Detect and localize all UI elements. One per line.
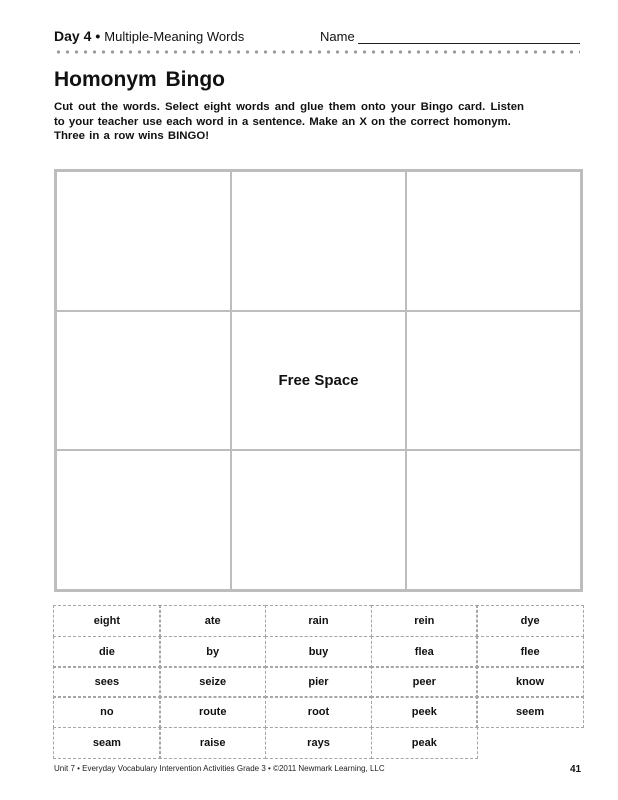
- word-card[interactable]: flea: [371, 636, 478, 668]
- bingo-card: [54, 169, 583, 592]
- bingo-cell[interactable]: [56, 311, 231, 451]
- word-card[interactable]: seize: [159, 666, 266, 698]
- word-card[interactable]: raise: [159, 727, 266, 759]
- word-card[interactable]: peer: [371, 666, 478, 698]
- name-label: Name: [320, 29, 355, 44]
- bingo-cell[interactable]: [56, 171, 231, 311]
- word-card[interactable]: seem: [476, 696, 583, 728]
- instructions: [54, 100, 524, 144]
- bingo-cell[interactable]: [231, 450, 406, 590]
- bingo-cell[interactable]: [406, 311, 581, 451]
- word-card[interactable]: flee: [476, 636, 583, 668]
- instruction-text: Cut out the words. Select eight words and glue them onto your Bingo card. Listen to your teacher use each word in a sentence. Make an X on the correct homonym.: [54, 101, 524, 128]
- day-label: Day 4: [54, 28, 92, 44]
- word-card[interactable]: die: [53, 636, 160, 668]
- word-card[interactable]: by: [159, 636, 266, 668]
- word-card[interactable]: peek: [371, 696, 478, 728]
- dotted-divider: [54, 50, 580, 54]
- word-card[interactable]: peak: [371, 727, 478, 759]
- bingo-cell[interactable]: [406, 450, 581, 590]
- word-card[interactable]: buy: [265, 636, 372, 668]
- word-card[interactable]: eight: [53, 605, 160, 637]
- bingo-cell[interactable]: [406, 171, 581, 311]
- bingo-cell[interactable]: [56, 450, 231, 590]
- word-card[interactable]: know: [476, 666, 583, 698]
- word-card[interactable]: seam: [53, 727, 160, 759]
- name-line[interactable]: [358, 43, 580, 44]
- word-card[interactable]: root: [265, 696, 372, 728]
- word-card[interactable]: ate: [159, 605, 266, 637]
- word-cards-grid: [54, 606, 583, 758]
- page-header: [54, 28, 580, 48]
- empty-slot: [476, 727, 583, 759]
- word-card[interactable]: rein: [371, 605, 478, 637]
- word-card[interactable]: route: [159, 696, 266, 728]
- header-bullet: •: [95, 28, 101, 44]
- word-card[interactable]: rain: [265, 605, 372, 637]
- bingo-cell[interactable]: [231, 171, 406, 311]
- lesson-subtitle: Multiple-Meaning Words: [104, 29, 245, 44]
- footer-credit: Unit 7 • Everyday Vocabulary Intervention Activities Grade 3 • ©2011 Newmark Learning, LLC: [54, 764, 385, 773]
- word-card[interactable]: rays: [265, 727, 372, 759]
- instruction-text: Three in a row wins BINGO!: [54, 130, 209, 142]
- word-card[interactable]: no: [53, 696, 160, 728]
- word-card[interactable]: sees: [53, 666, 160, 698]
- lesson-label: [54, 28, 244, 44]
- free-space-cell: Free Space: [231, 311, 406, 451]
- page-title: Homonym Bingo: [54, 68, 225, 91]
- word-card[interactable]: pier: [265, 666, 372, 698]
- page-number: 41: [570, 764, 582, 775]
- word-card[interactable]: dye: [476, 605, 583, 637]
